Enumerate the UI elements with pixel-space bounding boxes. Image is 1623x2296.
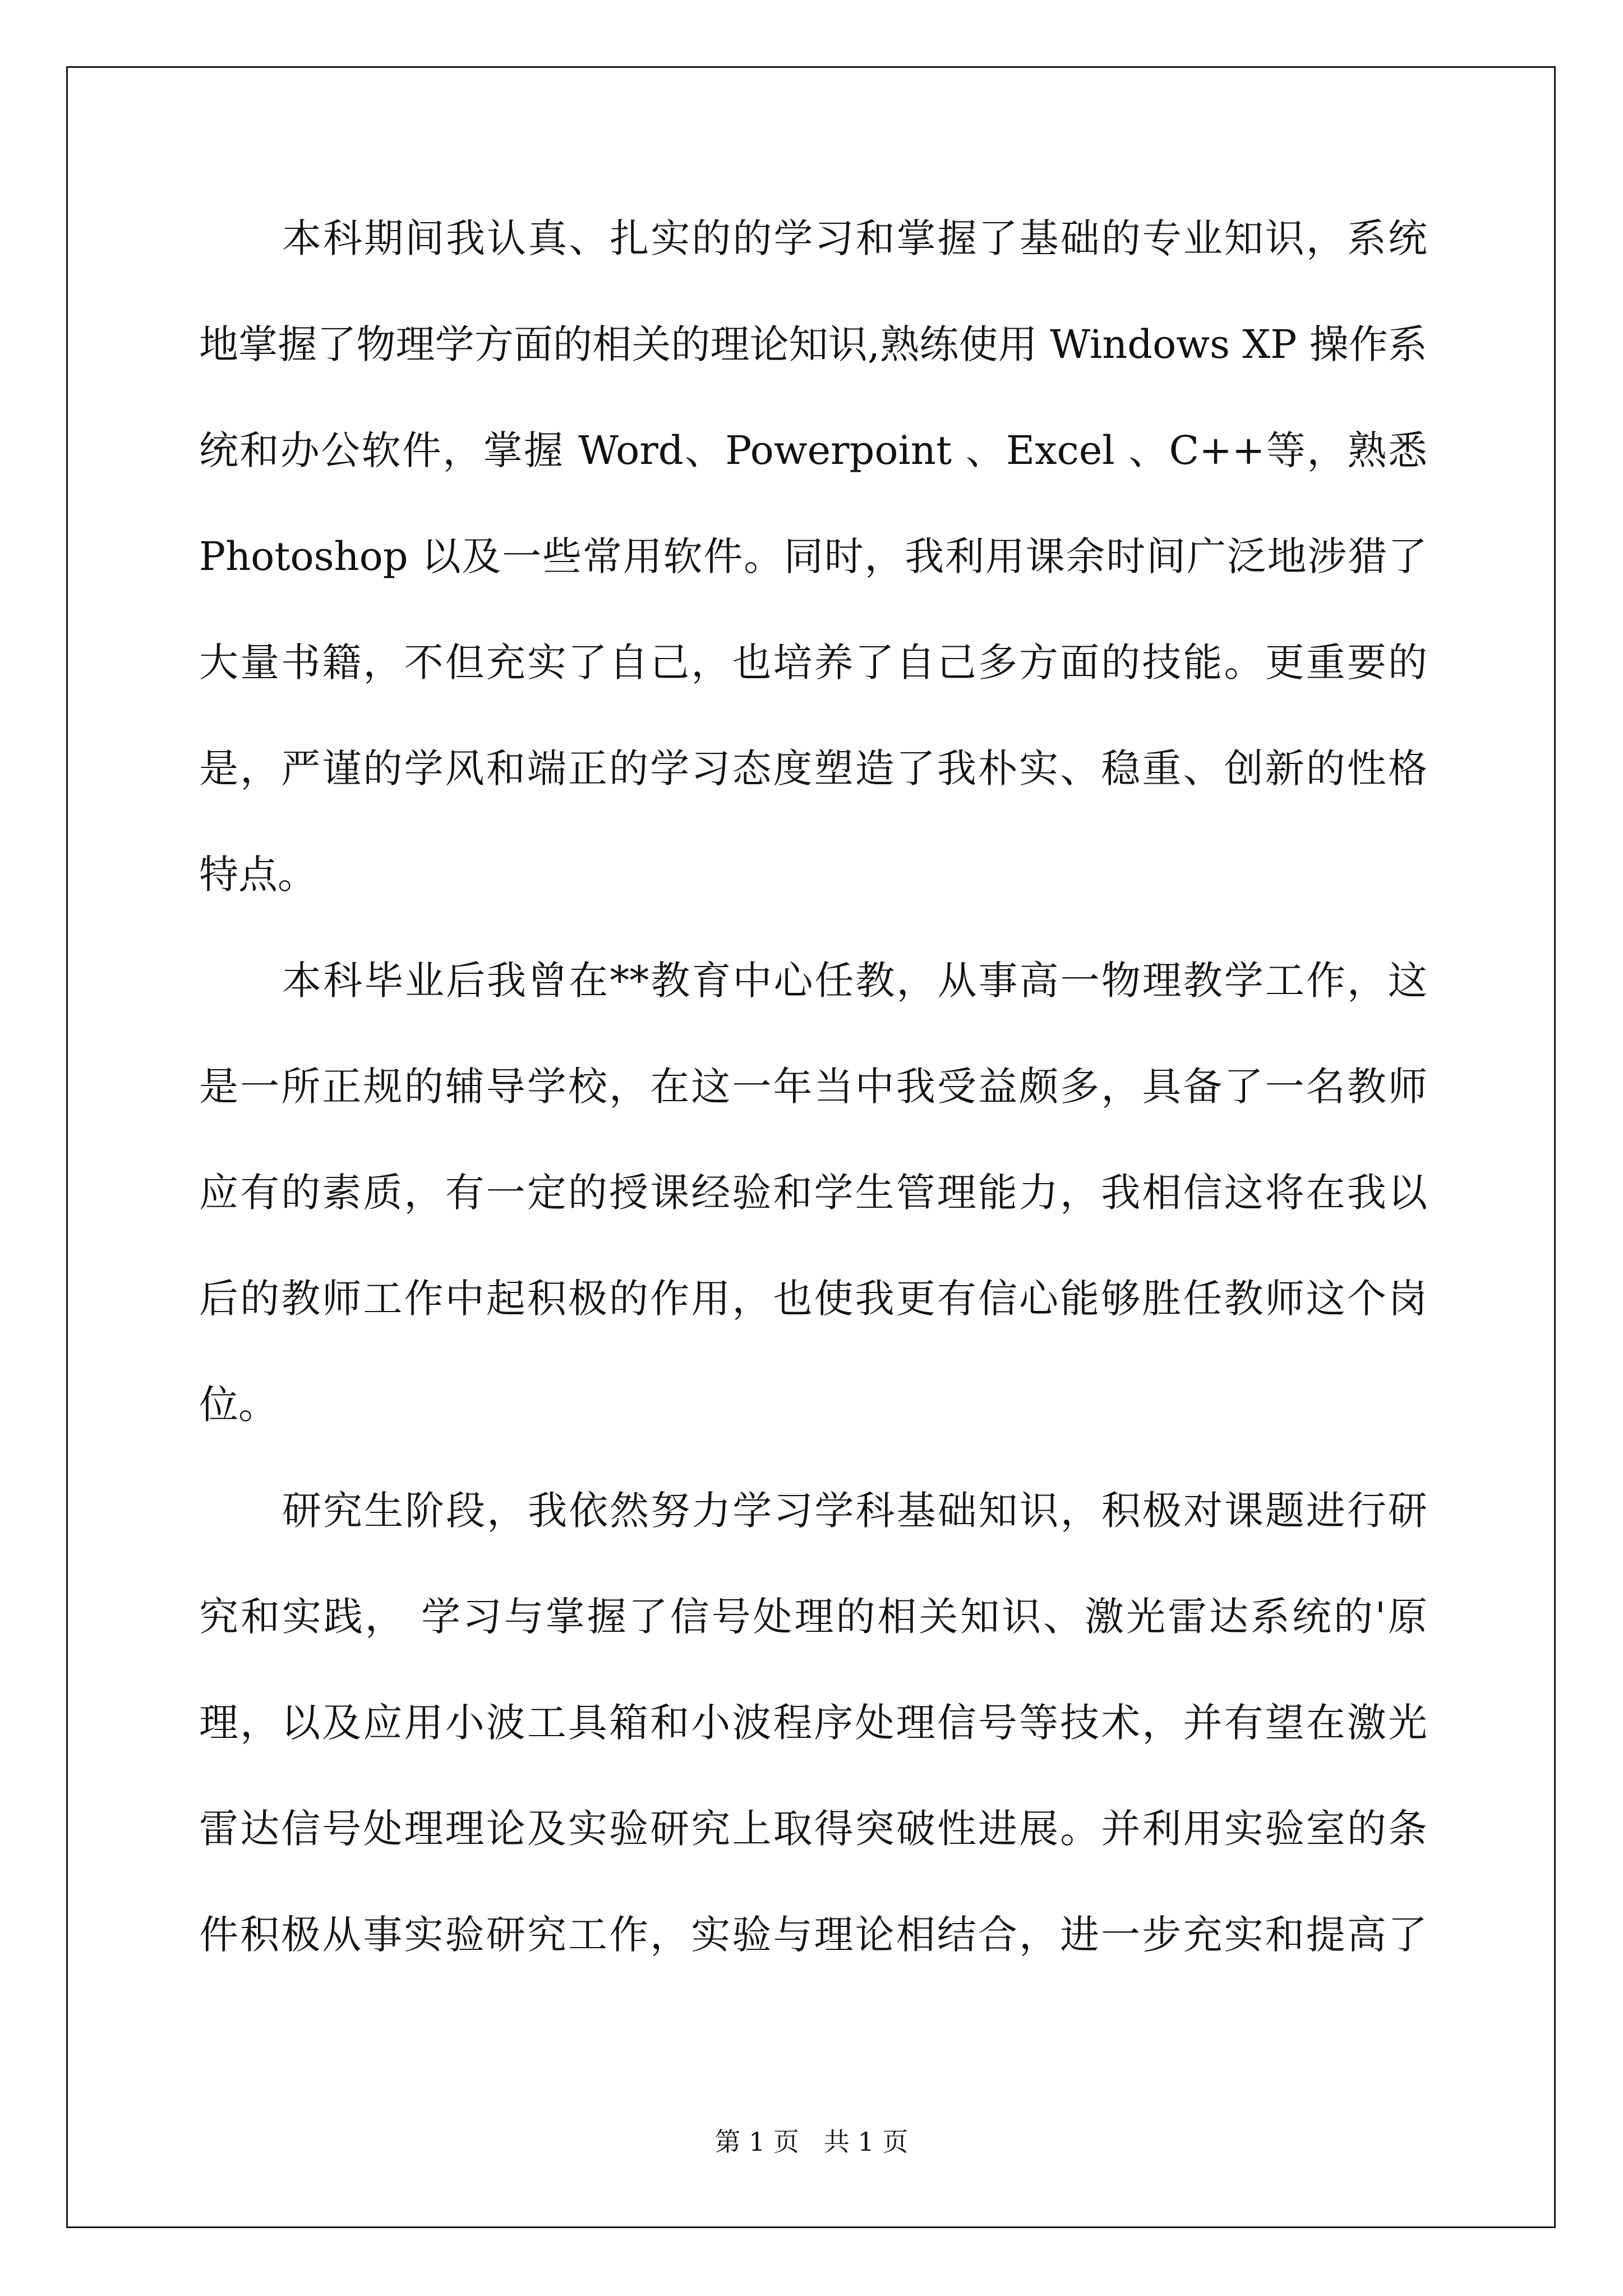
paragraph-2-line-3: 应有的素质，有一定的授课经验和学生管理能力，我相信这将在我以 bbox=[199, 1170, 1427, 1216]
document-body bbox=[199, 215, 1427, 2021]
paragraph-1-line-7: 特点。 bbox=[199, 852, 317, 898]
paragraph-1-line-6: 是，严谨的学风和端正的学习态度塑造了我朴实、稳重、创新的性格 bbox=[199, 746, 1427, 792]
paragraph-3-line-3: 理，以及应用小波工具箱和小波程序处理信号等技术，并有望在激光 bbox=[199, 1700, 1427, 1746]
paragraph-1-line-2: 地掌握了物理学方面的相关的理论知识,熟练使用 Windows XP 操作系 bbox=[199, 321, 1427, 367]
paragraph-3-line-5: 件积极从事实验研究工作，实验与理论相结合，进一步充实和提高了 bbox=[199, 1912, 1427, 1958]
paragraph-1-line-4: Photoshop 以及一些常用软件。同时，我利用课余时间广泛地涉猎了 bbox=[199, 533, 1427, 579]
paragraph-2-line-4: 后的教师工作中起积极的作用，也使我更有信心能够胜任教师这个岗 bbox=[199, 1276, 1427, 1322]
page-footer: 第 1 页 共 1 页 bbox=[714, 2127, 909, 2157]
paragraph-2-line-1: 本科毕业后我曾在**教育中心任教，从事高一物理教学工作，这 bbox=[282, 958, 1427, 1004]
paragraph-2-line-5: 位。 bbox=[199, 1382, 278, 1428]
paragraph-1-line-3: 统和办公软件，掌握 Word、Powerpoint 、Excel 、C++等，熟悉 bbox=[199, 427, 1427, 473]
paragraph-3-line-1: 研究生阶段，我依然努力学习学科基础知识，积极对课题进行研 bbox=[282, 1488, 1427, 1534]
paragraph-1-line-1: 本科期间我认真、扎实的的学习和掌握了基础的专业知识，系统 bbox=[282, 215, 1427, 261]
paragraph-3-line-4: 雷达信号处理理论及实验研究上取得突破性进展。并利用实验室的条 bbox=[199, 1806, 1427, 1852]
paragraph-2-line-2: 是一所正规的辅导学校，在这一年当中我受益颇多，具备了一名教师 bbox=[199, 1064, 1427, 1110]
paragraph-1-line-5: 大量书籍，不但充实了自己，也培养了自己多方面的技能。更重要的 bbox=[199, 639, 1427, 685]
paragraph-3-line-2: 究和实践， 学习与掌握了信号处理的相关知识、激光雷达系统的'原 bbox=[199, 1594, 1427, 1640]
